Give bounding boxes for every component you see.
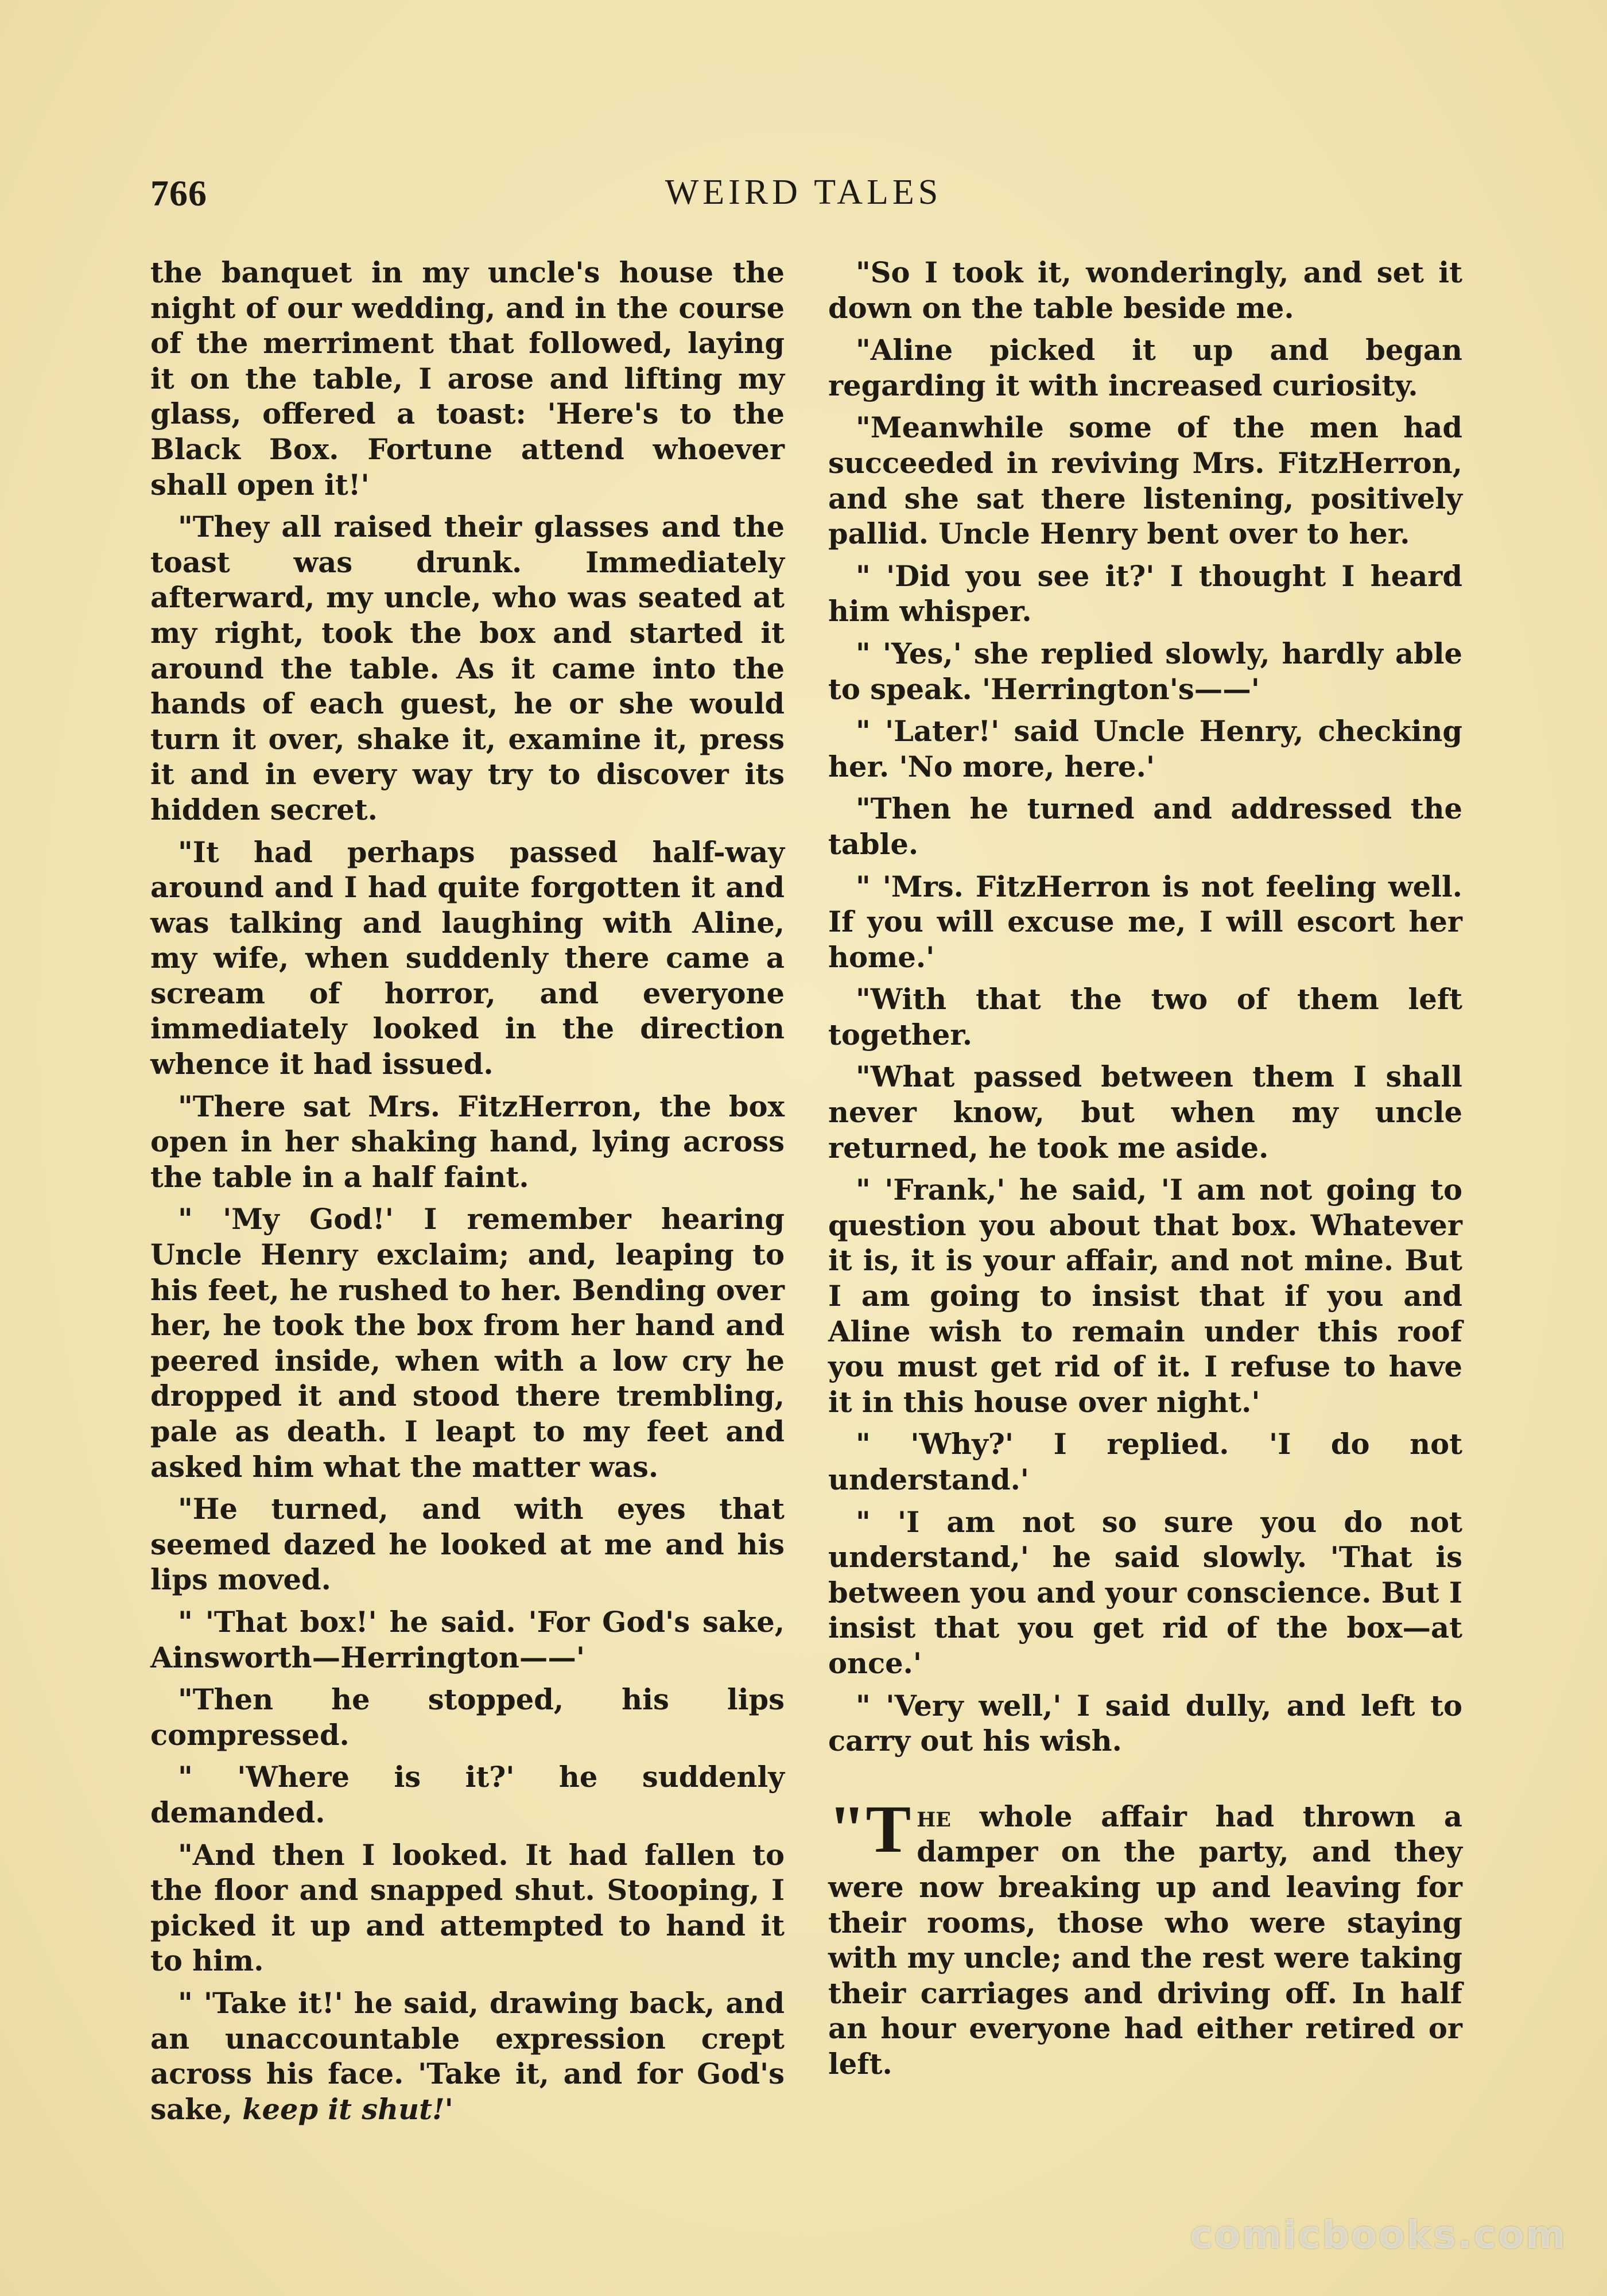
right-column (828, 255, 1462, 2089)
page-number: 766 (150, 173, 207, 214)
paragraph: "It had perhaps passed half-way around and I had quite forgotten it and was talking and laughing with Aline, my wife, when suddenly there came a scream of horror, and everyone immediately looked in the direction whence it had issued. (150, 835, 785, 1081)
paragraph: "Aline picked it up and began regarding it with increased curiosity. (828, 333, 1462, 402)
running-head: WEIRD TALES (665, 173, 942, 212)
paragraph: " 'Yes,' she replied slowly, hardly able to speak. 'Herrington's——' (828, 637, 1462, 706)
paragraph: " 'Where is it?' he suddenly demanded. (150, 1760, 785, 1829)
paragraph: "Then he stopped, his lips compressed. (150, 1683, 785, 1752)
paragraph: " 'That box!' he said. 'For God's sake, Ainsworth—Herrington——' (150, 1605, 785, 1674)
paragraph: "What passed between them I shall never know, but when my uncle returned, he took me aside. (828, 1060, 1462, 1165)
paragraph: "So I took it, wonderingly, and set it down on the table beside me. (828, 256, 1462, 325)
paragraph: "Meanwhile some of the men had succeeded in reviving Mrs. FitzHerron, and she sat there listening, positively pallid. Uncle Henry bent over to her. (828, 411, 1462, 551)
paragraph: " 'Frank,' he said, 'I am not going to question you about that box. Whatever it is, it is your affair, and not mine. But I am going to insist that if you and Aline wish to remain under this roof you must get rid of it. I refuse to have it in this house over night.' (828, 1173, 1462, 1419)
paragraph: " 'Mrs. FitzHerron is not feeling well. If you will excuse me, I will escort her home.' (828, 870, 1462, 974)
paragraph: " 'Did you see it?' I thought I heard him whisper. (828, 559, 1462, 629)
drop-cap-quote: " (828, 1791, 866, 1867)
paragraph: "With that the two of them left together. (828, 983, 1462, 1052)
paragraph: " 'I am not so sure you do not understand,' he said slowly. 'That is between you and your conscience. But I insist that you get rid of the box—at once.' (828, 1505, 1462, 1680)
paragraph: " 'Very well,' I said dully, and left to carry out his wish. (828, 1689, 1462, 1758)
paragraph: the banquet in my uncle's house the night of our wedding, and in the course of the merriment that followed, laying it on the table, I arose and lifting my glass, offered a toast: 'Here's to the Black Box. Fortune attend whoever shall open it!' (150, 256, 785, 502)
paragraph: "There sat Mrs. FitzHerron, the box open in her shaking hand, lying across the table in a half faint. (150, 1089, 785, 1194)
drop-cap (828, 1791, 911, 1867)
paragraph: "Then he turned and addressed the table. (828, 792, 1462, 861)
paragraph: "He turned, and with eyes that seemed dazed he looked at me and his lips moved. (150, 1492, 785, 1597)
watermark-text: comicbooks.com (1190, 2213, 1567, 2257)
paragraph-final (150, 1986, 785, 2127)
drop-cap-letter: T (865, 1791, 911, 1867)
paragraph: "And then I looked. It had fallen to the floor and snapped shut. Stooping, I picked it up and attempted to hand it to him. (150, 1838, 785, 1978)
paragraph: " 'My God!' I remember hearing Uncle Henry exclaim; and, leaping to his feet, he rushed to her. Bending over her, he took the box from her hand and peered inside, when with a low cry he dropped it and stood there trembling, pale as death. I leapt to my feet and asked him what the matter was. (150, 1203, 785, 1484)
paragraph: "They all raised their glasses and the toast was drunk. Immediately afterward, my uncle, who was seated at my right, took the box and started it around the table. As it came into the hands of each guest, he or she would turn it over, shake it, examine it, press it and in every way try to discover its hidden secret. (150, 510, 785, 827)
section-lead-word: he (917, 1799, 951, 1833)
italic-emphasis: keep it shut!' (242, 2092, 453, 2126)
section-opening-paragraph (828, 1791, 1463, 2082)
paragraph: " 'Later!' said Uncle Henry, checking her. 'No more, here.' (828, 715, 1462, 784)
section-text: whole affair had thrown a damper on the party, and they were now breaking up and leaving for their rooms, those who were staying with my uncle; and the rest were taking their carriages and driving off. In half an hour everyone had either retired or left. (828, 1799, 1463, 2081)
left-column (150, 255, 785, 2134)
paragraph: " 'Why?' I replied. 'I do not understand.' (828, 1428, 1462, 1496)
paragraph-text: " 'Take it!' he said, drawing back, and an unaccountable expression crept across his face. 'Take it, and for God's sake, (150, 1986, 785, 2126)
